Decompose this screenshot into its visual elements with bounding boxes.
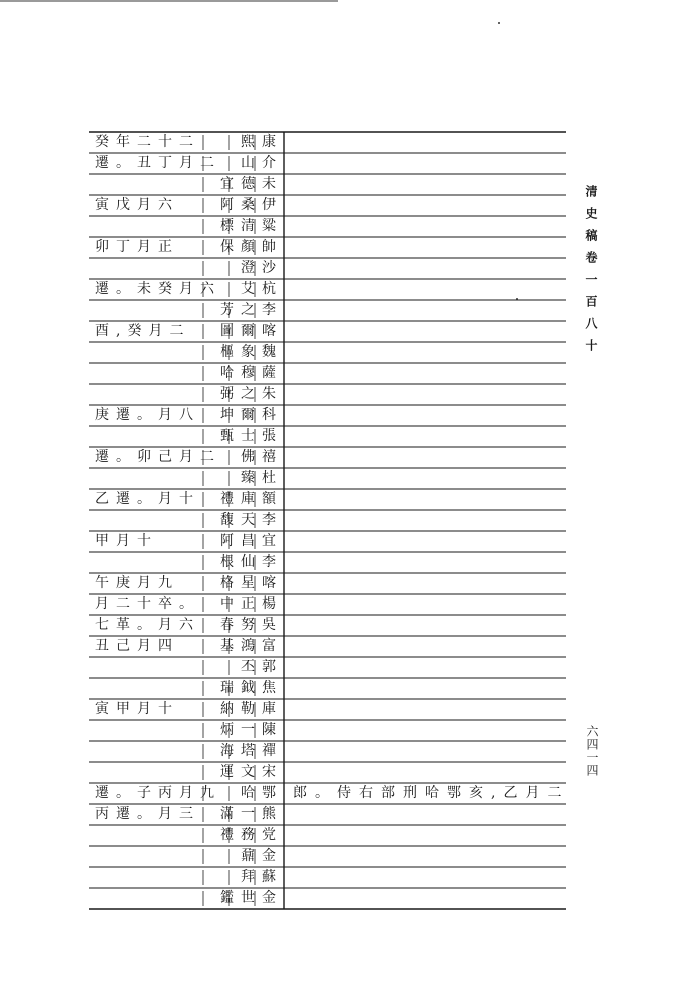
row-date-cell: 酉,癸月二 xyxy=(95,323,191,339)
row-name-cell: 弼之朱 xyxy=(220,386,283,402)
row-date-cell xyxy=(95,741,203,762)
row-date-cell: 午庚月九 xyxy=(95,575,179,591)
row-date-cell: 遷。卯己月二 xyxy=(95,449,221,465)
row-name-cell: 根仙李 xyxy=(220,554,283,570)
speck xyxy=(516,298,518,300)
row-date-cell xyxy=(95,657,203,678)
row-name-cell: 丕郭 xyxy=(241,659,283,675)
row-date-cell xyxy=(95,258,203,279)
row-name-cell: 滿一熊 xyxy=(220,806,283,822)
row-date-cell xyxy=(95,867,203,888)
row-date-cell: 遷。子丙月九 xyxy=(95,785,221,801)
speck xyxy=(498,22,500,24)
row-name-cell: 澄沙 xyxy=(241,260,283,276)
row-date-cell: 寅甲月十 xyxy=(95,701,179,717)
row-name-cell: 樞象魏 xyxy=(220,344,283,360)
row-name-cell: 山介 xyxy=(241,155,283,171)
row-name-cell: 納勒庫 xyxy=(220,701,283,717)
row-date-cell: 寅戊月六 xyxy=(95,197,179,213)
row-date-cell xyxy=(95,216,203,237)
row-name-cell: 圖爾喀 xyxy=(220,323,283,339)
row-extra-cell: 郎。侍右部刑哈鄂亥,乙月二 xyxy=(293,785,570,801)
row-name-cell: 坤爾科 xyxy=(220,407,283,423)
row-name-cell: 標清粱 xyxy=(220,218,283,234)
row-date-cell xyxy=(95,363,203,384)
row-date-cell: 甲月十 xyxy=(95,533,158,549)
row-date-cell xyxy=(95,762,203,783)
row-date-cell xyxy=(95,846,203,867)
row-date-cell xyxy=(95,720,203,741)
row-date-cell xyxy=(95,342,203,363)
row-name-cell: 運文宋 xyxy=(220,764,283,780)
row-date-cell xyxy=(95,300,203,321)
row-date-cell xyxy=(95,825,203,846)
row-name-cell: 禮務党 xyxy=(220,827,283,843)
official-appointments-table xyxy=(89,125,570,906)
row-date-cell: 卯丁月正 xyxy=(95,239,179,255)
row-date-cell xyxy=(95,174,203,195)
row-date-cell xyxy=(95,426,203,447)
row-name-cell: 春努吳 xyxy=(220,617,283,633)
row-name-cell: 宜德未 xyxy=(220,176,283,192)
row-date-cell xyxy=(95,888,203,909)
row-date-cell: 癸年二十二 xyxy=(95,134,200,150)
page-number: 六四一四 xyxy=(585,725,599,777)
row-name-cell: 保顏帥 xyxy=(220,239,283,255)
row-name-cell: 哈穆薩 xyxy=(220,365,283,381)
row-name-cell: 海塔禪 xyxy=(220,743,283,759)
row-name-cell: 芳之李 xyxy=(220,302,283,318)
row-date-cell: 丑己月四 xyxy=(95,638,179,654)
row-date-cell: 七革。月六 xyxy=(95,617,200,633)
row-name-cell: 熙康 xyxy=(241,134,283,150)
row-name-cell: 中正楊 xyxy=(220,596,283,612)
row-name-cell: 臻杜 xyxy=(241,470,283,486)
side-title: 清史稿卷一百八十 xyxy=(584,185,598,361)
row-name-cell: 鼐金 xyxy=(241,848,283,864)
row-name-cell: 炳一陳 xyxy=(220,722,283,738)
top-border-line xyxy=(0,0,338,2)
row-date-cell: 遷。丑丁月二 xyxy=(95,155,221,171)
row-name-cell: 瑞鉞焦 xyxy=(220,680,283,696)
row-name-cell: 哈鄂 xyxy=(241,785,283,801)
row-date-cell xyxy=(95,468,203,489)
row-name-cell: 馥天李 xyxy=(220,512,283,528)
row-name-cell: 基鴻富 xyxy=(220,638,283,654)
row-date-cell: 丙遷。月三 xyxy=(95,806,200,822)
row-date-cell xyxy=(95,678,203,699)
row-date-cell: 庚遷。月八 xyxy=(95,407,200,423)
row-name-cell: 禮庫額 xyxy=(220,491,283,507)
row-name-cell: 甄士張 xyxy=(220,428,283,444)
row-name-cell: 阿昌宜 xyxy=(220,533,283,549)
row-date-cell xyxy=(95,384,203,405)
row-name-cell: 鑑世金 xyxy=(220,890,283,906)
row-name-cell: 阿桑伊 xyxy=(220,197,283,213)
row-name-cell: 拜蘇 xyxy=(241,869,283,885)
row-date-cell xyxy=(95,510,203,531)
row-date-cell: 遷。未癸月六 xyxy=(95,281,221,297)
row-name-cell: 艾杭 xyxy=(241,281,283,297)
row-name-cell: 佛禧 xyxy=(241,449,283,465)
row-name-cell: 格星喀 xyxy=(220,575,283,591)
row-date-cell xyxy=(95,552,203,573)
row-date-cell: 乙遷。月十 xyxy=(95,491,200,507)
row-date-cell: 月二十卒。 xyxy=(95,596,200,612)
